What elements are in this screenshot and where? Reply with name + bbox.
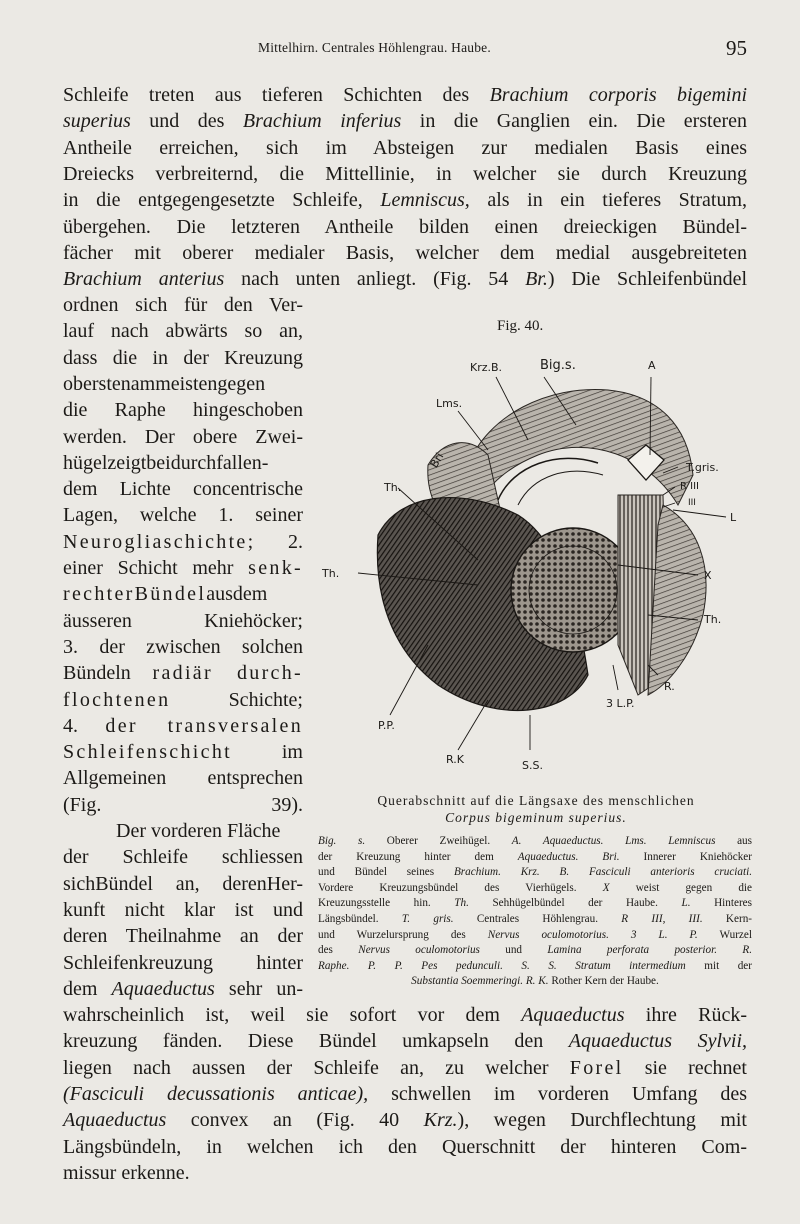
text-segment: T. gris. [401, 913, 454, 925]
text-segment: der Schleife schliessen [63, 846, 303, 869]
text-segment: lauf nach abwärts so an, [63, 320, 303, 343]
text-segment: Aquaeductus [63, 1109, 167, 1132]
text-segment: liegen nach aussen der Schleife an, zu welcher [63, 1056, 570, 1079]
text-segment: der transversalen [105, 714, 303, 737]
text-line [63, 608, 303, 634]
text-segment: X [602, 881, 610, 894]
text-line [63, 450, 303, 476]
text-segment: sie rechnet [623, 1056, 747, 1079]
text-line [63, 950, 303, 976]
legend-line [318, 865, 752, 880]
text-segment: und des [130, 110, 243, 133]
text-line [63, 135, 747, 161]
text-segment: nach unten anliegt. (Fig. 54 [224, 268, 526, 291]
text-segment: als in ein tieferes Stratum, [469, 189, 748, 212]
label-th3: Th. [704, 613, 722, 626]
text-segment: Antheile erreichen, sich im Absteigen zur medialen Basis eines [63, 136, 747, 159]
text-line [63, 1028, 747, 1054]
text-segment: Schleifenschicht [63, 741, 232, 764]
text-segment: A. Aquaeductus. Lms. Lemniscus [511, 835, 716, 847]
text-segment: Oberer Zweihügel. [365, 835, 512, 847]
text-segment: Kern- [702, 913, 753, 925]
text-segment: Raphe. P. P. Pes pedunculi. S. S. Stratum intermedium [318, 959, 686, 972]
label-th1: Th. [384, 481, 402, 494]
text-segment: Th. [454, 897, 469, 910]
text-line [63, 897, 303, 923]
text-segment: Aquaeductus [111, 977, 215, 1000]
text-segment: dass die in der Kreuzung [63, 346, 303, 369]
text-segment: ihre Rück- [624, 1004, 747, 1026]
figure-caption-subtitle: Corpus bigeminum superius. [445, 810, 627, 825]
text-line [116, 818, 303, 844]
text-segment: (Fasciculi decussationis anticae), [63, 1082, 369, 1105]
text-segment: dem [63, 977, 112, 1000]
text-segment: convex an (Fig. 40 [166, 1109, 424, 1132]
text-segment: dem Lichte concentrische [63, 478, 303, 501]
red-nucleus [511, 528, 635, 652]
text-segment: in die Ganglien ein. Die ersteren [401, 110, 747, 133]
legend-line [318, 834, 752, 849]
text-segment: Vordere Kreuzungsbündel des Vierhügels. [318, 881, 603, 894]
text-segment: und Wurzelursprung des [318, 928, 488, 941]
text-line [63, 1134, 747, 1160]
text-line [63, 502, 303, 528]
label-tgris: T.gris. [686, 461, 719, 474]
text-line [63, 318, 303, 344]
text-segment: hügelzeigtbeidurchfallen- [63, 451, 269, 474]
legend-line [318, 912, 752, 927]
text-segment: kunft nicht klar ist und [63, 898, 303, 921]
text-segment: Allgemeinen entsprechen [63, 767, 303, 790]
text-segment: 3. der zwischen solchen [63, 635, 303, 658]
text-segment: in die entgegengesetzte Schleife, [63, 189, 381, 212]
text-segment: L. [681, 897, 691, 910]
text-segment: mit der [685, 959, 752, 972]
text-segment: Wurzel [697, 928, 752, 941]
text-segment: Substantia Soemmeringi. R. K. [411, 975, 549, 988]
text-segment: Brachium anterius [63, 268, 225, 291]
text-segment: 4. [63, 714, 106, 737]
text-segment: Aquaeductus [521, 1004, 625, 1026]
text-line [63, 161, 747, 187]
label-3lp: 3 L.P. [606, 697, 635, 710]
text-segment: Aquaeductus. Bri. [517, 850, 620, 863]
text-segment: radiär durch- [152, 662, 303, 685]
text-line [63, 713, 303, 739]
text-segment: R III, III. [621, 913, 703, 925]
text-segment: Lagen, welche 1. seiner [63, 504, 303, 527]
text-segment: die Raphe hingeschoben [63, 399, 303, 422]
text-segment: (Fig. 39). [63, 793, 303, 816]
label-krzb: Krz.B. [470, 361, 503, 374]
text-segment: superius [63, 110, 131, 133]
text-segment: Forel [569, 1056, 624, 1079]
text-line [63, 371, 303, 397]
text-line [63, 424, 303, 450]
label-th2: Th. [322, 567, 340, 580]
text-line [63, 555, 303, 581]
legend-line [318, 943, 752, 958]
text-line [63, 976, 303, 1002]
label-ss: S.S. [522, 759, 543, 772]
label-r3a: R III [680, 481, 699, 492]
text-segment: oberstenammeistengegen [63, 372, 266, 395]
text-line [63, 871, 303, 897]
text-segment: werden. Der obere Zwei- [63, 425, 303, 448]
legend-line [318, 928, 752, 943]
text-segment: Brachium. Krz. B. Fasciculi anterioris cruciati. [453, 866, 752, 879]
text-line [63, 660, 303, 686]
text-segment: Nervus oculomotorius [358, 944, 480, 957]
text-segment: Brachium corporis bigemini [489, 84, 748, 106]
label-bri: Bri [427, 450, 447, 471]
text-line [63, 82, 747, 108]
text-segment: des [318, 944, 359, 957]
text-line [63, 923, 303, 949]
text-line [63, 214, 747, 240]
legend-line [318, 896, 752, 911]
text-segment: aus [715, 835, 752, 847]
text-line [63, 187, 747, 213]
text-line [63, 844, 303, 870]
label-pp: P.P. [378, 719, 395, 732]
text-segment: Der vorderen Fläche [116, 820, 281, 842]
text-segment: ausdem [206, 583, 268, 606]
text-segment: flochtenen [63, 688, 171, 711]
text-segment: Sehhügelbündel der Haube. [468, 897, 682, 910]
text-segment: Längsbündeln, in welchen ich den Querschnitt der hinteren Com- [63, 1135, 747, 1158]
text-segment: sehr un- [214, 977, 304, 1000]
label-rk: R.K [446, 753, 464, 766]
text-segment: fächer mit oberer medialer Basis, welcher dem medial ausgebreiteten [63, 241, 747, 264]
text-line [63, 1055, 747, 1081]
label-lms: Lms. [436, 397, 463, 410]
text-segment: ; 2. [247, 530, 303, 553]
text-line [63, 1002, 747, 1028]
text-line [63, 634, 303, 660]
text-segment: Lamina perforata posterior. R. [547, 944, 753, 957]
text-segment: ordnen sich für den Ver- [63, 294, 303, 316]
figure-label: Fig. 40. [497, 318, 544, 334]
text-line [63, 108, 747, 134]
text-segment: Aquaeductus Sylvii, [568, 1030, 747, 1053]
text-segment: einer Schicht mehr [63, 557, 249, 579]
text-segment: Innerer Kniehöcker [619, 850, 752, 863]
text-segment: Schleife treten aus tieferen Schichten des [63, 84, 490, 106]
running-head-title: Mittelhirn. Centrales Höhlengrau. Haube. [258, 40, 491, 55]
text-segment: Brachium inferius [242, 110, 402, 133]
text-segment: Lemniscus, [380, 189, 470, 212]
text-segment: ) Die Schleifenbündel [547, 268, 747, 291]
text-segment: sichBündel an, derenHer- [63, 872, 303, 895]
text-segment: Schichte; [170, 688, 303, 711]
text-segment: Längsbündel. [318, 913, 402, 925]
text-segment: rechterBündel [63, 583, 207, 606]
label-bigs: Big.s. [540, 358, 576, 373]
running-header [0, 36, 800, 60]
figure-caption-title: Querabschnitt auf die Längsaxe des menschlichen [377, 793, 695, 808]
label-l: L [730, 511, 737, 524]
text-segment: Centrales Höhlengrau. [453, 913, 622, 925]
legend-line [318, 959, 752, 974]
text-segment: ), wegen Durchflechtung mit [457, 1109, 747, 1132]
label-a: A [648, 359, 656, 372]
text-segment: senk- [248, 557, 303, 579]
legend-line [318, 850, 752, 865]
text-line [63, 240, 747, 266]
text-segment: Neurogliaschichte [63, 530, 248, 553]
text-line [63, 1160, 747, 1186]
text-segment: Hinteres [690, 897, 752, 910]
text-segment: äusseren Kniehöcker; [63, 609, 303, 632]
text-segment: deren Theilnahme an der [63, 925, 303, 948]
text-line [63, 1107, 747, 1133]
page-number: 95 [726, 36, 747, 60]
text-line [63, 581, 303, 607]
legend-line [318, 974, 752, 989]
text-line [63, 476, 303, 502]
text-segment: Dreiecks verbreiternd, die Mittellinie, in welcher sie durch Kreuzung [63, 162, 747, 185]
text-segment: übergehen. Die letzteren Antheile bilden einen dreieckigen Bündel- [63, 215, 747, 238]
text-segment: der Kreuzung hinter dem [318, 850, 518, 863]
text-line [63, 292, 303, 318]
text-segment: Krz. [423, 1109, 458, 1132]
text-line [63, 345, 303, 371]
label-r3b: III [688, 498, 696, 508]
text-line [63, 765, 303, 791]
text-segment: kreuzung fänden. Diese Bündel umkapseln den [63, 1030, 569, 1053]
text-segment: Bündeln [63, 662, 153, 685]
label-r: R. [664, 680, 675, 693]
text-line [63, 687, 303, 713]
text-segment: Big. s. [318, 835, 366, 847]
text-segment: und [479, 944, 548, 957]
text-segment: Kreuzungsstelle hin. [318, 897, 455, 910]
text-segment: schwellen im vorderen Umfang des [368, 1082, 747, 1105]
legend-line [318, 881, 752, 896]
text-segment: im [231, 741, 303, 764]
text-segment: weist gegen die [609, 881, 753, 894]
text-segment: missur erkenne. [63, 1161, 190, 1184]
text-segment: Br. [525, 268, 548, 291]
text-line [63, 266, 747, 292]
text-line [63, 397, 303, 423]
figure-40-illustration [318, 345, 758, 775]
label-x: X [704, 569, 712, 582]
text-line [63, 739, 303, 765]
text-line [63, 1081, 747, 1107]
text-segment: Nervus oculomotorius. 3 L. P. [487, 928, 698, 941]
text-line [63, 792, 303, 818]
text-segment: und Bündel seines [318, 866, 454, 879]
text-segment: Rother Kern der Haube. [548, 975, 659, 988]
text-line [63, 529, 303, 555]
text-segment: Schleifenkreuzung hinter [63, 951, 303, 974]
text-segment: wahrscheinlich ist, weil sie sofort vor dem [63, 1004, 522, 1026]
bigeminum-dome [468, 389, 693, 505]
